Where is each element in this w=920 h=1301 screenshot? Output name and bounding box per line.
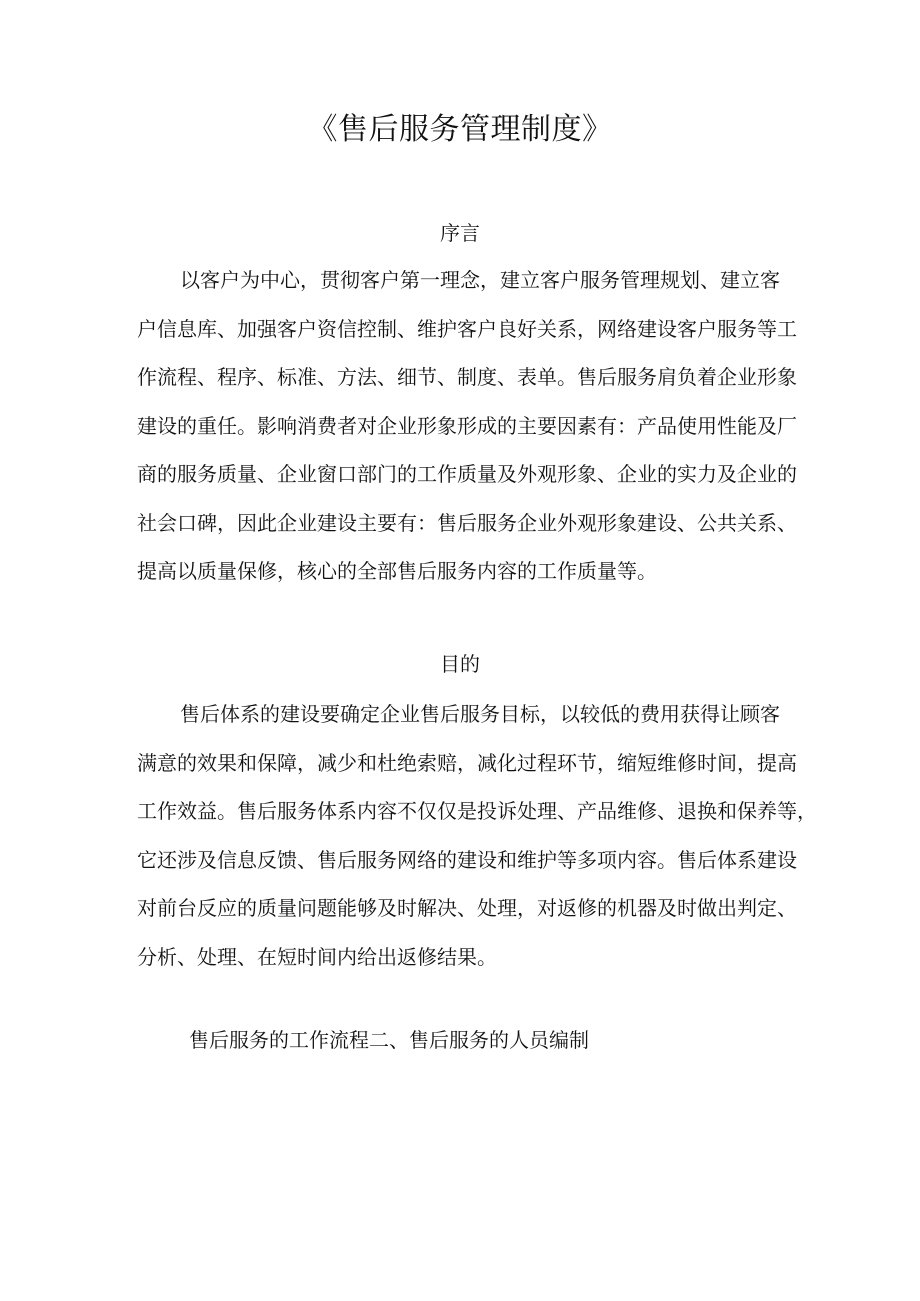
paragraph-line: 分析、处理、在短时间内给出返修结果。 [137,944,497,969]
paragraph-line: 以客户为中心，贯彻客户第一理念，建立客户服务管理规划、建立客 [180,268,780,292]
paragraph-line: 建设的重任。影响消费者对企业形象形成的主要因素有：产品使用性能及厂 [137,413,797,438]
paragraph-preface [137,256,797,596]
document-title: 《售后服务管理制度》 [307,112,613,147]
paragraph-line: 商的服务质量、企业窗口部门的工作质量及外观形象、企业的实力及企业的 [137,462,797,486]
paragraph-purpose [137,690,817,981]
paragraph-line: 作流程、程序、标准、方法、细节、制度、表单。售后服务肩负着企业形象 [137,365,797,389]
paragraph-line: 工作效益。售后服务体系内容不仅仅是投诉处理、产品维修、退换和保养等， [137,799,817,823]
paragraph-line: 它还涉及信息反馈、售后服务网络的建设和维护等多项内容。售后体系建设 [137,847,797,872]
paragraph-line: 户信息库、加强客户资信控制、维护客户良好关系，网络建设客户服务等工 [137,316,797,341]
paragraph-line: 对前台反应的质量问题能够及时解决、处理，对返修的机器及时做出判定、 [137,896,797,920]
closing-line: 售后服务的工作流程二、售后服务的人员编制 [189,1028,589,1052]
paragraph-line: 满意的效果和保障，减少和杜绝索赔，减化过程环节，缩短维修时间，提高 [137,750,797,775]
section-heading-purpose: 目的 [440,652,480,676]
section-heading-preface: 序言 [440,221,480,245]
paragraph-line: 售后体系的建设要确定企业售后服务目标，以较低的费用获得让顾客 [180,702,780,726]
paragraph-line: 社会口碑，因此企业建设主要有：售后服务企业外观形象建设、公共关系、 [137,510,797,535]
paragraph-line: 提高以质量保修，核心的全部售后服务内容的工作质量等。 [137,559,657,583]
